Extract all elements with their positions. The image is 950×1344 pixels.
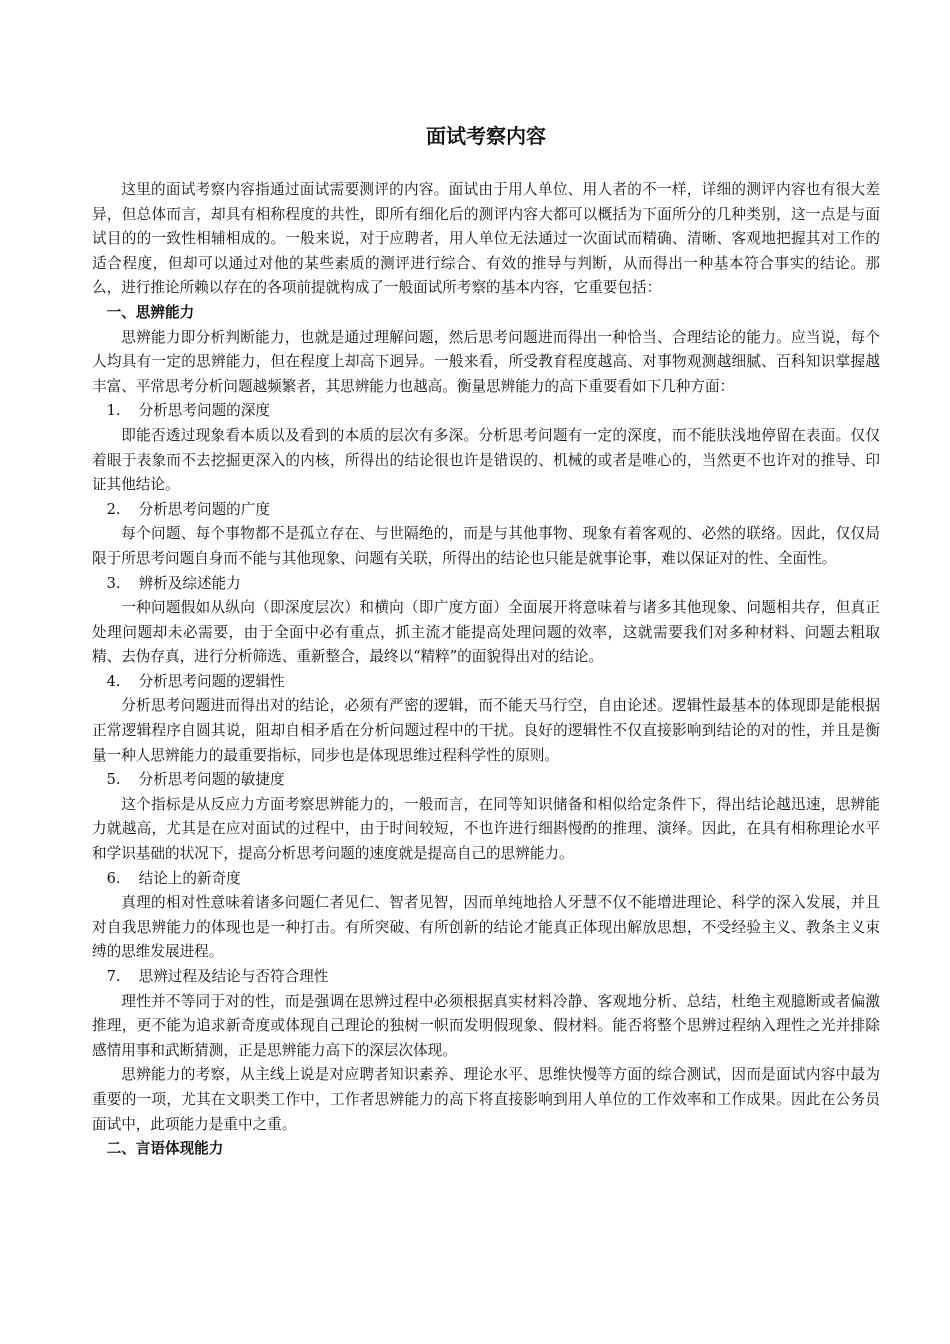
list-item-body: 这个指标是从反应力方面考察思辨能力的，一般而言，在同等知识储备和相似给定条件下，得出结论越迅速，思辨能力就越高，尤其是在应对面试的过程中，由于时间较短，不也许进行细斟慢酌的推理、演绎。因此，在具有相称理论水平和学识基础的状况下，提高分析思考问题的速度就是提高自己的思辨能力。 [92,795,880,863]
section-conclusion-paragraph: 思辨能力的考察，从主线上说是对应聘者知识素养、理论水平、思维快慢等方面的综合测试，因而是面试内容中最为重要的一项，尤其在文职类工作中，工作者思辨能力的高下将直接影响到用人单位的工作效率和工作成果。因此在公务员面试中，此项能力是重中之重。 [92,1066,880,1133]
list-item-heading [92,867,880,892]
list-item-title: 分析思考问题的深度 [138,402,270,420]
list-item-number: 1. [106,402,121,420]
list-item-number: 6. [106,869,121,887]
list-item-number: 5. [106,771,121,789]
document-body [92,178,880,1162]
list-item-body: 真理的相对性意味着诸多问题仁者见仁、智者见智，因而单纯地拾人牙慧不仅不能增进理论、科学的深入发展，并且对自我思辨能力的体现也是一种打击。有所突破、有所创新的结论才能真正体现出解放思想，不受经验主义、教条主义束缚的思维发展进程。 [92,894,880,961]
list-item-number: 3. [106,574,121,592]
list-item-title: 分析思考问题的敏捷度 [138,771,285,789]
document-title: 面试考察内容 [426,124,546,148]
list-item-title: 结论上的新奇度 [138,869,241,887]
list-item-title: 分析思考问题的广度 [138,500,270,518]
list-item-heading [92,768,880,793]
list-item-title: 思辨过程及结论与否符合理性 [138,968,329,985]
list-item-heading [92,670,880,695]
list-item-heading [92,399,880,424]
list-item-title: 分析思考问题的逻辑性 [138,672,285,690]
list-item-title: 辨析及综述能力 [138,574,241,592]
list-item-heading [92,572,880,597]
section-intro-paragraph: 思辨能力即分析判断能力，也就是通过理解问题，然后思考问题进而得出一种恰当、合理结论的能力。应当说，每个人均具有一定的思辨能力，但在程度上却高下迥异。一般来看，所受教育程度越高、对事物观测越细腻、百科知识掌握越丰富、平常思考分析问题越频繁者，其思辨能力也越高。衡量思辨能力的高下重要看如下几种方面： [92,328,880,395]
list-item-heading [92,965,880,990]
section-heading-thinking: 一、思辨能力 [106,303,195,321]
list-item-heading [92,498,880,523]
list-item-number: 4. [106,672,121,690]
list-item-number: 7. [106,968,121,985]
list-item-body: 即能否透过现象看本质以及看到的本质的层次有多深。分析思考问题有一定的深度，而不能肤浅地停留在表面。仅仅着眼于表象而不去挖掘更深入的内核，所得出的结论很也许是错误的、机械的或者是唯心的，当然更不也许对的推导、印证其他结论。 [92,426,880,494]
list-item-body: 一种问题假如从纵向（即深度层次）和横向（即广度方面）全面展开将意味着与诸多其他现象、问题相共存，但真正处理问题却未必需要，由于全面中必有重点，抓主流才能提高处理问题的效率，这就需要我们对多种材料、问题去粗取精、去伪存真，进行分析筛选、重新整合，最终以“精粹”的面貌得出对的结论。 [92,599,880,666]
list-item-number: 2. [106,500,121,518]
section-heading-verbal: 二、言语体现能力 [106,1140,224,1158]
intro-paragraph: 这里的面试考察内容指通过面试需要测评的内容。面试由于用人单位、用人者的不一样，详细的测评内容也有很大差异，但总体而言，却具有相称程度的共性，即所有细化后的测评内容大都可以概括为下面所分的几种类别，这一点是与面试目的的一致性相辅相成的。一般来说，对于应聘者，用人单位无法通过一次面试而精确、清晰、客观地把握其对工作的适合程度，但却可以通过对他的某些素质的测评进行综合、有效的推导与判断，从而得出一种基本符合事实的结论。那么，进行推论所赖以存在的各项前提就构成了一般面试所考察的基本内容，它重要包括： [92,181,880,297]
list-item-body: 理性并不等同于对的性，而是强调在思辨过程中必须根据真实材料冷静、客观地分析、总结，杜绝主观臆断或者偏激推理，更不能为追求新奇度或体现自己理论的独树一帜而发明假现象、假材料。能否将整个思辨过程纳入理性之光并排除感情用事和武断猜测，正是思辨能力高下的深层次体现。 [92,992,880,1059]
list-item-body: 每个问题、每个事物都不是孤立存在、与世隔绝的，而是与其他事物、现象有着客观的、必然的联络。因此，仅仅局限于所思考问题自身而不能与其他现象、问题有关联，所得出的结论也只能是就事论事，难以保证对的性、全面性。 [92,525,880,567]
list-item-body: 分析思考问题进而得出对的结论，必须有严密的逻辑，而不能天马行空，自由论述。逻辑性最基本的体现即是能根据正常逻辑程序自圆其说，阻却自相矛盾在分析问题过程中的干扰。良好的逻辑性不仅直接影响到结论的对的性，并且是衡量一种人思辨能力的最重要指标，同步也是体现思维过程科学性的原则。 [92,697,880,764]
